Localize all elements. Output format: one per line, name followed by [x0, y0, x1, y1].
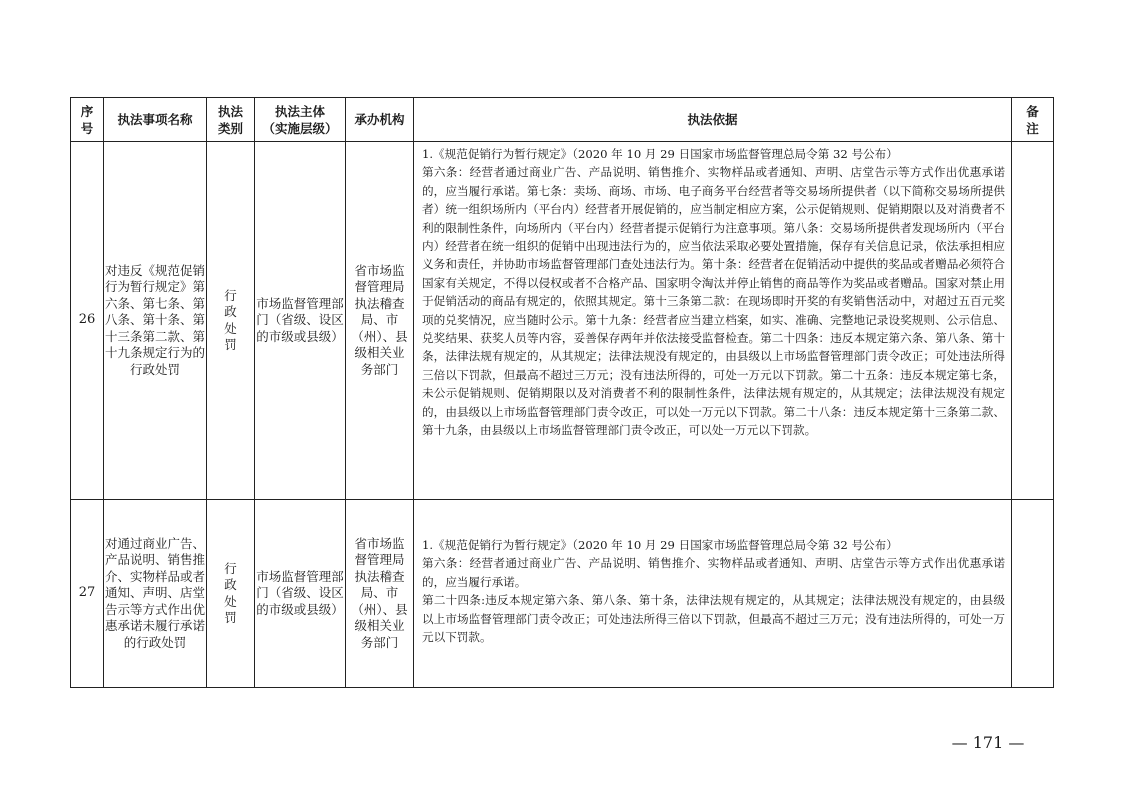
- row-basis: [414, 500, 1012, 688]
- row-seq: 27: [71, 500, 104, 688]
- header-remark: 备注: [1012, 98, 1054, 142]
- table-row: [71, 142, 1054, 500]
- header-seq: 序号: [71, 98, 104, 142]
- header-subject: [255, 98, 346, 142]
- header-basis: 执法依据: [414, 98, 1012, 142]
- header-category: 执法类别: [207, 98, 255, 142]
- header-subject-line1: 执法主体: [274, 103, 325, 119]
- row-remark: [1012, 142, 1054, 500]
- header-row: [71, 98, 1054, 142]
- row-item-name: 对通过商业广告、产品说明、销售推介、实物样品或者通知、声明、店堂告示等方式作出优惠承诺未履行承诺的行政处罚: [104, 500, 207, 688]
- law-enforcement-table: [70, 97, 1054, 688]
- row-remark: [1012, 500, 1054, 688]
- row-subject: 市场监督管理部门（省级、设区的市级或县级）: [255, 142, 346, 500]
- basis-title: 1.《规范促销行为暂行规定》（2020 年 10 月 29 日国家市场监督管理总局令第 32 号公布）: [422, 147, 898, 161]
- row-agency: 省市场监督管理局执法稽查局、市（州）、县级相关业务部门: [346, 142, 414, 500]
- row-category: 行政处罚: [207, 500, 255, 688]
- row-seq: 26: [71, 142, 104, 500]
- basis-paragraph: 第二十四条:违反本规定第六条、第八条、第十条，法律法规有规定的，从其规定；法律法规没有规定的，由县级以上市场监督管理部门责令改正；可处违法所得三倍以下罚款，但最高不超过三万元；没有违法所得的，可处一万元以下罚款。: [422, 593, 1005, 645]
- basis-title: 1.《规范促销行为暂行规定》（2020 年 10 月 29 日国家市场监督管理总局令第 32 号公布）: [422, 538, 898, 552]
- table-row: [71, 500, 1054, 688]
- row-subject: 市场监督管理部门（省级、设区的市级或县级）: [255, 500, 346, 688]
- basis-paragraph: 第六条：经营者通过商业广告、产品说明、销售推介、实物样品或者通知、声明、店堂告示等方式作出优惠承诺的，应当履行承诺。第七条：卖场、商场、市场、电子商务平台经营者等交易场所提供者（以下简称交易场所提供者）统一组织场所内（平台内）经营者开展促销的，应当制定相应方案，公示促销规则、促销期限以及对消费者不利的限制性条件，向场所内（平台内）经营者提示促销行为注意事项。第八条：交易场所提供者发现场所内（平台内）经营者在统一组织的促销中出现违法行为的，应当依法采取必要处置措施，保存有关信息记录，依法承担相应义务和责任，并协助市场监督管理部门查处违法行为。第十条：经营者在促销活动中提供的奖品或者赠品必须符合国家有关规定，不得以侵权或者不合格产品、国家明令淘汰并停止销售的商品等作为奖品或者赠品。国家对禁止用于促销活动的商品有规定的，依照其规定。第十三条第二款：在现场即时开奖的有奖销售活动中，对超过五百元奖项的兑奖情况，应当随时公示。第十九条：经营者应当建立档案，如实、准确、完整地记录设奖规则、公示信息、兑奖结果、获奖人员等内容，妥善保存两年并依法接受监督检查。第二十四条：违反本规定第六条、第八条、第十条，法律法规有规定的，从其规定；法律法规没有规定的，由县级以上市场监督管理部门责令改正；可处违法所得三倍以下罚款，但最高不超过三万元；没有违法所得的，可处一万元以下罚款。第二十五条：违反本规定第七条，未公示促销规则、促销期限以及对消费者不利的限制性条件，法律法规有规定的，从其规定；法律法规没有规定的，由县级以上市场监督管理部门责令改正，可以处一万元以下罚款。第二十八条：违反本规定第十三条第二款、第十九条，由县级以上市场监督管理部门责令改正，可以处一万元以下罚款。: [422, 165, 1005, 438]
- row-item-name: 对违反《规范促销行为暂行规定》第六条、第七条、第八条、第十条、第十三条第二款、第十九条规定行为的行政处罚: [104, 142, 207, 500]
- row-basis: [414, 142, 1012, 500]
- row-agency: 省市场监督管理局执法稽查局、市（州）、县级相关业务部门: [346, 500, 414, 688]
- header-agency: 承办机构: [346, 98, 414, 142]
- basis-paragraph: 第六条：经营者通过商业广告、产品说明、销售推介、实物样品或者通知、声明、店堂告示等方式作出优惠承诺的，应当履行承诺。: [422, 556, 1005, 589]
- row-category: 行政处罚: [207, 142, 255, 500]
- header-subject-line2: （实施层级）: [262, 120, 338, 136]
- page-number: — 171 —: [951, 733, 1025, 752]
- header-item-name: 执法事项名称: [104, 98, 207, 142]
